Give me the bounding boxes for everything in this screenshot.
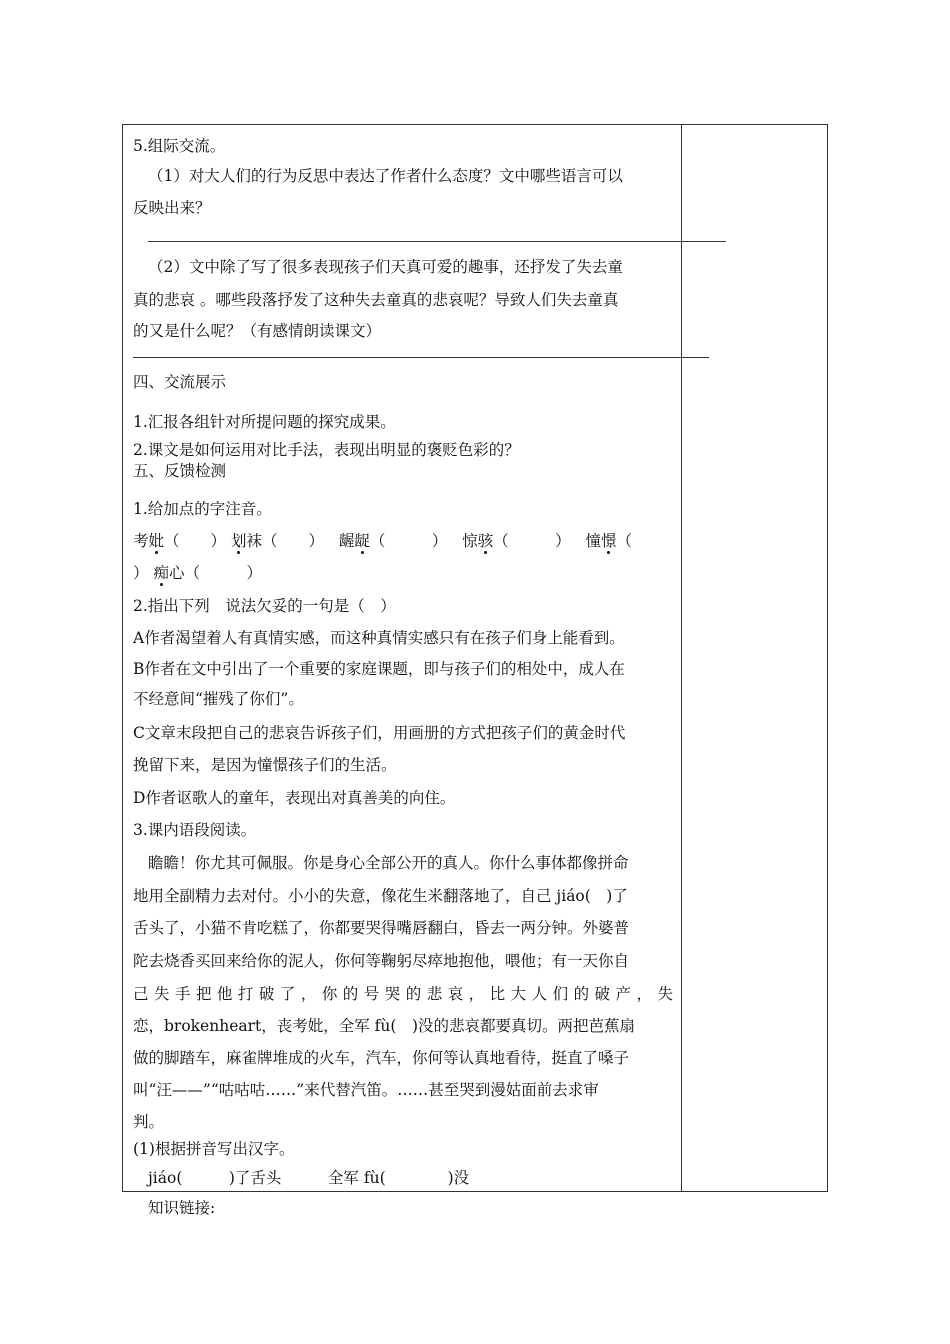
question-1-line2: 反映出来？: [133, 199, 211, 217]
section4-item1: 1.汇报各组针对所提问题的探究成果。: [133, 413, 396, 431]
table-column-divider: [681, 124, 682, 1192]
blank: （ ）: [369, 532, 448, 550]
section5b-title: 五、反馈检测: [133, 462, 227, 480]
blank: （ ）: [184, 564, 262, 582]
blank: （ ）: [262, 532, 325, 550]
question-1-line1: （1）对大人们的行为反思中表达了作者什么态度？文中哪些语言可以: [148, 167, 623, 185]
blank: （ ）: [493, 532, 571, 550]
section4-title: 四、交流展示: [133, 373, 227, 391]
passage-line: 地用全副精力去对付。小小的失意，像花生米翻落地了，自己 jiáo( )了: [133, 887, 628, 905]
passage-line: 瞻瞻！你尤其可佩服。你是身心全部公开的真人。你什么事体都像拼命: [148, 854, 629, 872]
dotted-char: 憬: [600, 532, 617, 550]
question-2-line3: 的又是什么呢？（有感情朗读课文）: [133, 322, 382, 340]
dotted-char: 痴: [153, 564, 169, 582]
pinyin-row-1: [133, 531, 632, 551]
option-c-line2: 挽留下来，是因为憧憬孩子们的生活。: [133, 756, 397, 774]
word-char: 心: [168, 564, 185, 582]
section4-item2: 2.课文是如何运用对比手法，表现出明显的褒贬色彩的？: [133, 441, 520, 459]
sub-question-1-blanks: jiáo( )了舌头 全军 fù( )没: [148, 1169, 470, 1187]
feedback-q2: 2.指出下列 说法欠妥的一句是（ ）: [133, 597, 396, 615]
word-char: 龌: [338, 532, 355, 550]
answer-line-1: [148, 241, 726, 242]
dotted-char: 龊: [354, 532, 370, 550]
dotted-char: 妣: [148, 532, 165, 550]
option-d: D作者讴歌人的童年，表现出对真善美的向住。: [133, 789, 456, 807]
option-a: A作者渴望着人有真情实感，而这种真情实感只有在孩子们身上能看到。: [133, 629, 625, 647]
passage-line: 判。: [133, 1113, 165, 1131]
passage-line: 做的脚踏车，麻雀牌堆成的火车，汽车，你何等认真地看待，挺直了嗓子: [133, 1049, 630, 1067]
question-2-line2: 真的悲哀 。哪些段落抒发了这种失去童真的悲哀呢？导致人们失去童真: [133, 291, 619, 309]
blank: （: [616, 532, 633, 550]
section5-title: 5.组际交流。: [133, 137, 226, 155]
option-c-line1: C文章末段把自己的悲哀告诉孩子们，用画册的方式把孩子们的黄金时代: [133, 724, 626, 742]
word-char: 袜: [246, 532, 263, 550]
word-char: 惊: [462, 532, 478, 550]
word-char: 憧: [585, 532, 601, 550]
dotted-char: 划: [230, 532, 247, 550]
passage-line: 己失手把他打破了，你的号哭的悲哀，比大人们的破产，失: [133, 985, 673, 1003]
option-b-line1: B作者在文中引出了一个重要的家庭课题，即与孩子们的相处中，成人在: [133, 660, 625, 678]
dotted-char: 骇: [477, 532, 494, 550]
passage-line: 恋，brokenheart，丧考妣，全军 fù( )没的悲哀都要真切。两把芭蕉扇: [133, 1017, 635, 1035]
feedback-q3: 3.课内语段阅读。: [133, 821, 257, 839]
feedback-q1: 1.给加点的字注音。: [133, 500, 272, 518]
answer-line-2: [133, 357, 709, 358]
word-char: 考: [133, 532, 149, 550]
passage-line: 叫“汪——”“咕咕咕……”来代替汽笛。……甚至哭到漫姑面前去求审: [133, 1081, 599, 1099]
passage-line: 陀去烧香买回来给你的泥人，你何等鞠躬尽瘁地抱他，喂他；有一天你自: [133, 952, 630, 970]
blank: （ ）: [164, 532, 227, 550]
passage-line: 舌头了，小猫不肯吃糕了，你都要哭得嘴唇翻白，昏去一两分钟。外婆普: [133, 919, 630, 937]
sub-question-1: (1)根据拼音写出汉字。: [133, 1140, 295, 1158]
option-b-line2: 不经意间“摧残了你们”。: [133, 690, 304, 708]
question-2-line1: （2）文中除了写了很多表现孩子们天真可爱的趣事，还抒发了失去童: [148, 258, 623, 276]
pinyin-row-2: ） 痴心（ ）: [133, 564, 262, 582]
knowledge-link-label: 知识链接:: [148, 1199, 216, 1217]
